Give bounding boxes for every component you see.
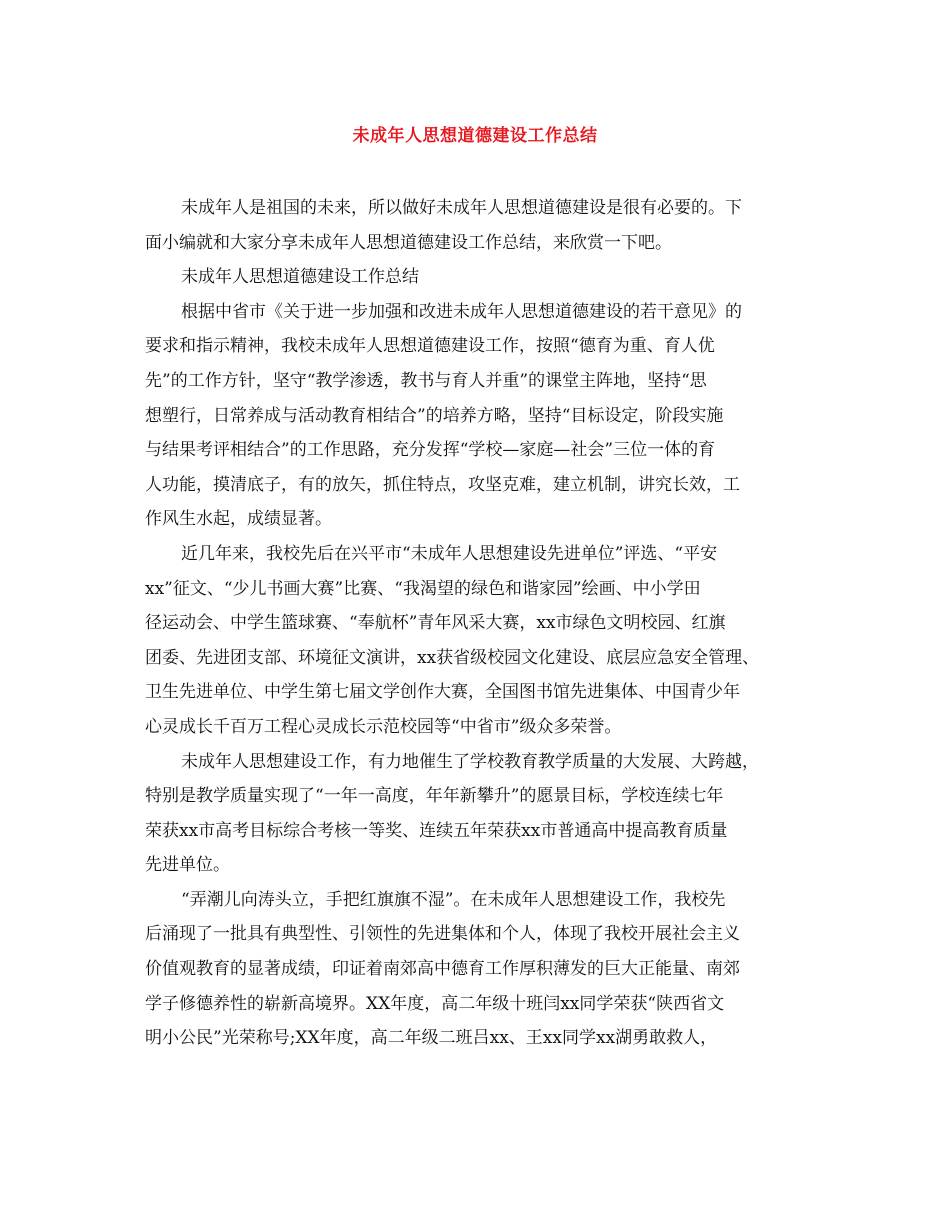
paragraph-line: 明小公民”光荣称号;XX年度，高二年级二班吕xx、王xx同学xx湖勇敢救人， <box>145 1028 718 1049</box>
paragraph-line: 心灵成长千百万工程心灵成长示范校园等“中省市”级众多荣誉。 <box>145 716 622 737</box>
paragraph-line: 先进单位。 <box>145 855 230 876</box>
paragraph-line: 人功能，摸清底子，有的放矢，抓住特点，攻坚克难，建立机制，讲究长效，工 <box>145 474 740 495</box>
paragraph-line: 后涌现了一批具有典型性、引领性的先进集体和个人，体现了我校开展社会主义 <box>145 924 740 945</box>
paragraph-line: 未成年人是祖国的未来，所以做好未成年人思想道德建设是很有必要的。下 <box>181 198 742 218</box>
paragraph-line: 价值观教育的显著成绩，印证着南郊高中德育工作厚积薄发的巨大正能量、南郊 <box>145 959 740 980</box>
paragraph-line: 卫生先进单位、中学生第七届文学创作大赛，全国图书馆先进集体、中国青少年 <box>145 682 740 703</box>
paragraph-line: 想塑行，日常养成与活动教育相结合”的培养方略，坚持“目标设定，阶段实施 <box>145 405 724 426</box>
paragraph-line: 荣获xx市高考目标综合考核一等奖、连续五年荣获xx市普通高中提高教育质量 <box>145 820 728 841</box>
paragraph-line: 未成年人思想建设工作，有力地催生了学校教育教学质量的大发展、大跨越， <box>181 751 759 772</box>
paragraph-line: 面小编就和大家分享未成年人思想道德建设工作总结，来欣赏一下吧。 <box>145 232 672 253</box>
paragraph-line: 先”的工作方针，坚守“教学渗透，教书与育人并重”的课堂主阵地，坚持“思 <box>145 370 707 391</box>
document-title: 未成年人思想道德建设工作总结 <box>352 126 598 146</box>
paragraph-line: 特别是教学质量实现了“一年一高度，年年新攀升”的愿景目标，学校连续七年 <box>145 786 724 807</box>
paragraph-line: “弄潮儿向涛头立，手把红旗旗不湿”。在未成年人思想建设工作，我校先 <box>181 889 726 910</box>
paragraph-line: 团委、先进团支部、环境征文演讲，xx获省级校园文化建设、底层应急安全管理、 <box>145 647 760 668</box>
paragraph-line: xx”征文、“少儿书画大赛”比赛、“我渴望的绿色和谐家园”绘画、中小学田 <box>145 578 701 599</box>
document-body <box>145 195 813 1060</box>
section-heading: 未成年人思想道德建设工作总结 <box>181 267 419 288</box>
paragraph-line: 径运动会、中学生篮球赛、“奉航杯”青年风采大赛，xx市绿色文明校园、红旗 <box>145 613 726 634</box>
paragraph-line: 根据中省市《关于进一步加强和改进未成年人思想道德建设的若干意见》的 <box>181 301 742 322</box>
paragraph-line: 作风生水起，成绩显著。 <box>145 509 332 530</box>
paragraph-line: 近几年来，我校先后在兴平市“未成年人思想建设先进单位”评选、“平安 <box>181 543 718 564</box>
paragraph-line: 与结果考评相结合”的工作思路，充分发挥“学校—家庭—社会”三位一体的育 <box>145 440 716 461</box>
paragraph-line: 要求和指示精神，我校未成年人思想道德建设工作，按照“德育为重、育人优 <box>145 336 715 357</box>
paragraph-line: 学子修德养性的崭新高境界。XX年度，高二年级十班闫xx同学荣获“陕西省文 <box>145 993 725 1014</box>
